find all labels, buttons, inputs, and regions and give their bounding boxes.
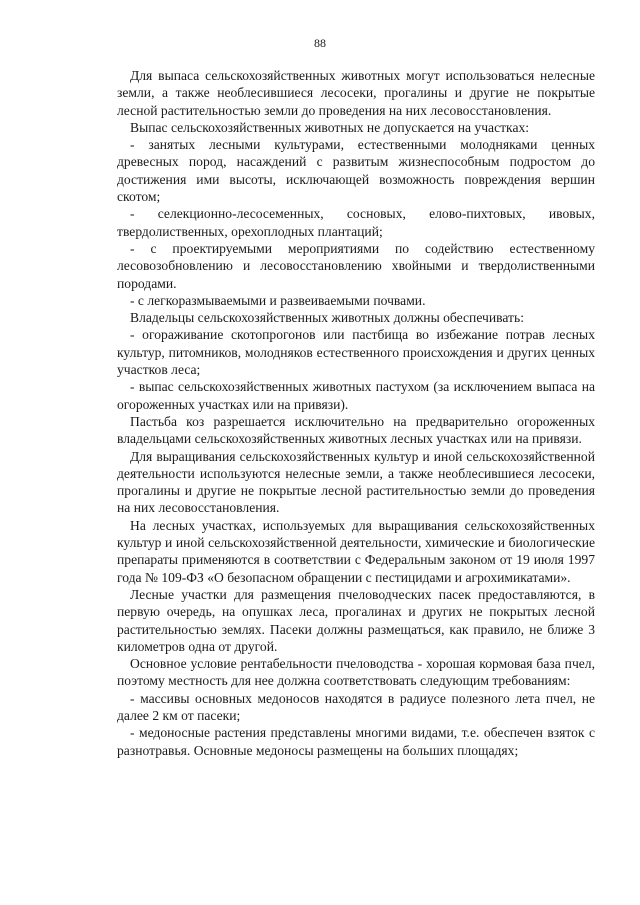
list-item: - выпас сельскохозяйственных животных пастухом (за исключением выпаса на огороженных участках или на привязи). xyxy=(117,379,595,412)
list-item: - массивы основных медоносов находятся в радиусе полезного лета пчел, не далее 2 км от пасеки; xyxy=(117,690,595,723)
paragraph: Выпас сельскохозяйственных животных не допускается на участках: xyxy=(130,119,530,135)
list-item: - медоносные растения представлены многими видами, т.е. обеспечен взяток с разнотравья. Основные медоносы размещены на больших площадях; xyxy=(117,725,595,758)
paragraph: Для выращивания сельскохозяйственных культур и иной сельскохозяйственной деятельности используются нелесные земли, а также необлесившиеся лесосеки, прогалины и другие не покрытые лесной растительностью земли до проведения на них лесовосстановления. xyxy=(117,448,595,516)
list-item: - с легкоразмываемыми и развеиваемыми почвами. xyxy=(130,292,426,308)
paragraph: Основное условие рентабельности пчеловодства - хорошая кормовая база пчел, поэтому местность для нее должна соответствовать следующим требованиям: xyxy=(117,656,595,689)
paragraph: Владельцы сельскохозяйственных животных должны обеспечивать: xyxy=(130,310,524,326)
paragraph: Для выпаса сельскохозяйственных животных могут использоваться нелесные земли, а также необлесившиеся лесосеки, прогалины и другие не покрытые лесной растительностью земли до проведения на них лесовосстановления. xyxy=(117,68,595,118)
list-item: - с проектируемыми мероприятиями по содействию естественному лесовозобновлению и лесовосстановлению хвойными и твердолиственными породами. xyxy=(117,240,595,291)
list-item: - огораживание скотопрогонов или пастбища во избежание потрав лесных культур, питомников, молодняков естественного происхождения и других ценных участков леса; xyxy=(117,327,595,378)
list-item: - селекционно-лесосеменных, сосновых, елово-пихтовых, ивовых, твердолиственных, орехоплодных плантаций; xyxy=(117,206,595,239)
body-text xyxy=(117,67,595,759)
list-item: - занятых лесными культурами, естественными молодняками ценных древесных пород, насаждений с развитым жизнеспособным подростом до достижения ими высоты, исключающей возможность повреждения вершин скотом; xyxy=(117,137,595,205)
paragraph: На лесных участках, используемых для выращивания сельскохозяйственных культур и иной сельскохозяйственной деятельности, химические и биологические препараты применяются в соответствии с Федеральным законом от 19 июля 1997 года № 109-ФЗ «О безопасном обращении с пестицидами и агрохимикатами». xyxy=(117,517,595,585)
paragraph: Лесные участки для размещения пчеловодческих пасек предоставляются, в первую очередь, на опушках леса, прогалинах и других не покрытых лесной растительностью землях. Пасеки должны размещаться, как правило, не ближе 3 километров одна от другой. xyxy=(117,586,595,654)
page-number: 88 xyxy=(314,36,326,50)
paragraph: Пастьба коз разрешается исключительно на предварительно огороженных владельцами сельскохозяйственных животных лесных участках или на привязи. xyxy=(117,413,595,447)
